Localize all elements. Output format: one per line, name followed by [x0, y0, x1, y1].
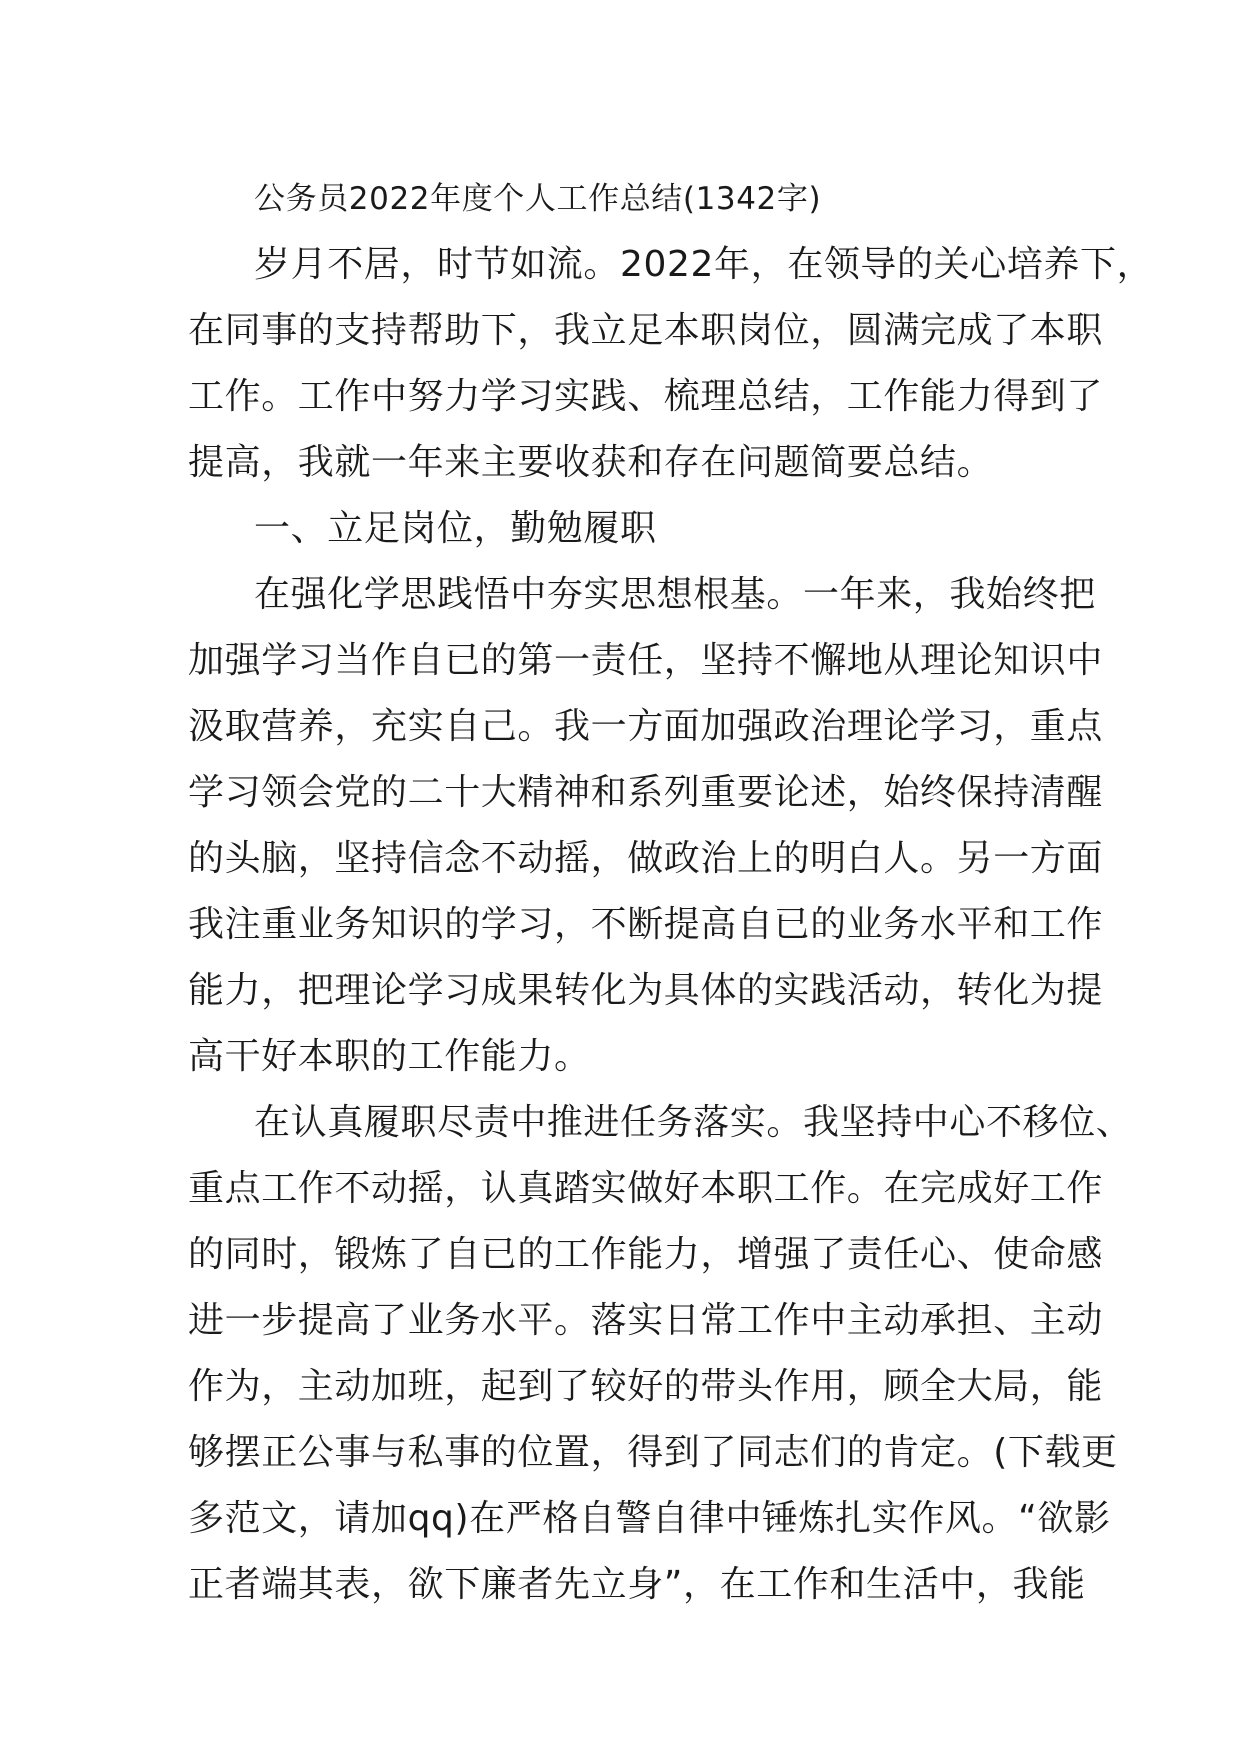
paragraph-line: 提高，我就一年来主要收获和存在问题简要总结。 — [188, 442, 994, 483]
paragraph-line: 的同时，锻炼了自已的工作能力，增强了责任心、使命感 — [188, 1234, 1104, 1275]
paragraph-line: 多范文，请加qq)在严格自警自律中锤炼扎实作风。“欲影 — [188, 1498, 1111, 1539]
paragraph-line: 在强化学思践悟中夯实思想根基。一年来，我始终把 — [254, 574, 1096, 615]
paragraph-line: 我注重业务知识的学习，不断提高自已的业务水平和工作 — [188, 904, 1104, 945]
paragraph-line: 重点工作不动摇，认真踏实做好本职工作。在完成好工作 — [188, 1168, 1104, 1209]
paragraph-line: 汲取营养，充实自己。我一方面加强政治理论学习，重点 — [188, 706, 1104, 747]
paragraph-line: 的头脑，坚持信念不动摇，做政治上的明白人。另一方面 — [188, 838, 1104, 879]
section-heading: 一、立足岗位，勤勉履职 — [254, 508, 657, 549]
paragraph-line: 岁月不居，时节如流。2022年，在领导的关心培养下， — [254, 244, 1154, 285]
document-title: 公务员2022年度个人工作总结(1342字) — [254, 181, 822, 217]
paragraph-line: 进一步提高了业务水平。落实日常工作中主动承担、主动 — [188, 1300, 1104, 1341]
paragraph-line: 作为，主动加班，起到了较好的带头作用，顾全大局，能 — [188, 1366, 1104, 1407]
paragraph-line: 能力，把理论学习成果转化为具体的实践活动，转化为提 — [188, 970, 1104, 1011]
paragraph-line: 在认真履职尽责中推进任务落实。我坚持中心不移位、 — [254, 1102, 1133, 1143]
paragraph-line: 够摆正公事与私事的位置，得到了同志们的肯定。(下载更 — [188, 1432, 1118, 1473]
paragraph-line: 正者端其表，欲下廉者先立身”，在工作和生活中，我能 — [188, 1564, 1086, 1605]
paragraph-line: 高干好本职的工作能力。 — [188, 1036, 591, 1077]
paragraph-line: 在同事的支持帮助下，我立足本职岗位，圆满完成了本职 — [188, 310, 1104, 351]
paragraph-line: 学习领会党的二十大精神和系列重要论述，始终保持清醒 — [188, 772, 1104, 813]
paragraph-line: 工作。工作中努力学习实践、梳理总结，工作能力得到了 — [188, 376, 1104, 417]
paragraph-line: 加强学习当作自已的第一责任，坚持不懈地从理论知识中 — [188, 640, 1104, 681]
document-body — [188, 166, 1154, 1618]
